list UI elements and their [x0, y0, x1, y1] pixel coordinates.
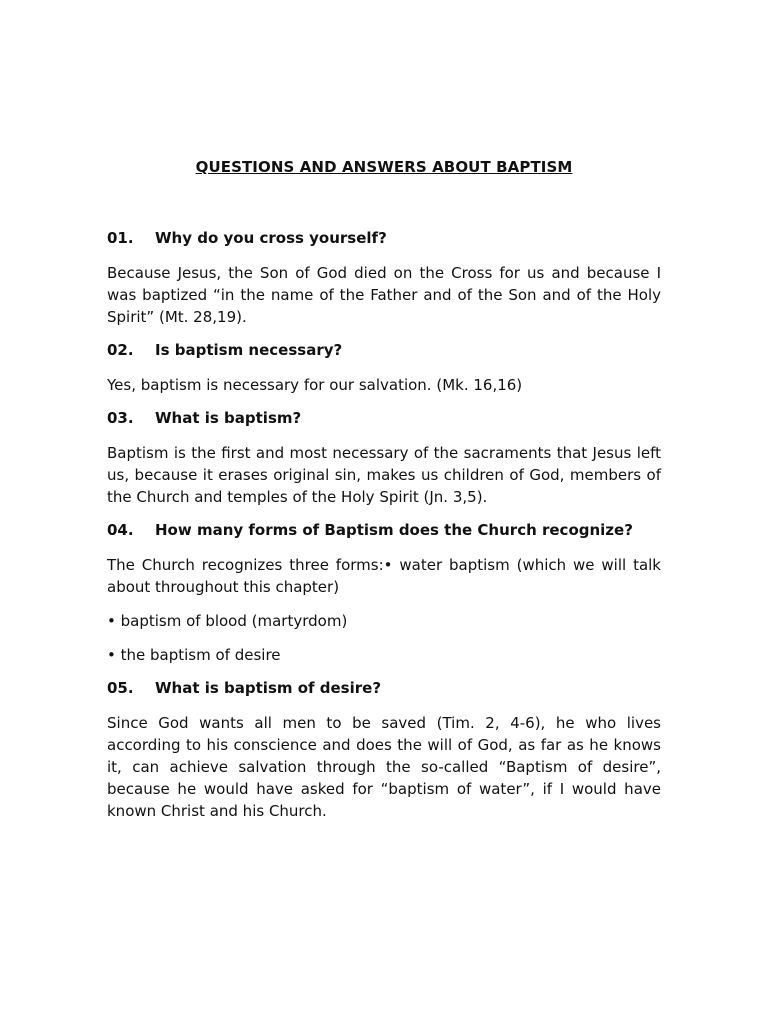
answer-bullet: • the baptism of desire	[107, 646, 281, 664]
question-number: 03.	[107, 409, 134, 427]
question-text: Is baptism necessary?	[155, 341, 343, 359]
question-heading	[107, 228, 661, 249]
qa-item-01	[107, 228, 661, 328]
question-text: Why do you cross yourself?	[155, 229, 387, 247]
question-text: What is baptism?	[155, 409, 302, 427]
answer-paragraph: Since God wants all men to be saved (Tim. 2, 4-6), he who lives according to his conscience and does the will of God, as far as he knows it, can achieve salvation through the so-called “Baptism of desire”, because he would have asked for “baptism of water”, if I would have known Christ and his Church.	[107, 714, 661, 820]
answer-paragraph: Because Jesus, the Son of God died on the Cross for us and because I was baptized “in the name of the Father and of the Son and of the Holy Spirit” (Mt. 28,19).	[107, 264, 661, 326]
qa-item-02	[107, 340, 661, 396]
question-heading	[107, 520, 661, 541]
qa-item-05	[107, 678, 661, 822]
qa-item-04	[107, 520, 661, 666]
question-heading	[107, 408, 661, 429]
document-title: QUESTIONS AND ANSWERS ABOUT BAPTISM	[195, 158, 573, 176]
answer-paragraph: The Church recognizes three forms:• water baptism (which we will talk about throughout this chapter)	[107, 556, 661, 596]
question-number: 05.	[107, 679, 134, 697]
question-heading	[107, 340, 661, 361]
question-number: 04.	[107, 521, 134, 539]
answer-paragraph: Baptism is the first and most necessary of the sacraments that Jesus left us, because it erases original sin, makes us children of God, members of the Church and temples of the Holy Spirit (Jn. 3,5).	[107, 444, 661, 506]
question-heading	[107, 678, 661, 699]
question-number: 01.	[107, 229, 134, 247]
question-number: 02.	[107, 341, 134, 359]
question-text: What is baptism of desire?	[155, 679, 382, 697]
qa-item-03	[107, 408, 661, 508]
question-text: How many forms of Baptism does the Church recognize?	[155, 521, 633, 539]
answer-paragraph: Yes, baptism is necessary for our salvation. (Mk. 16,16)	[107, 376, 523, 394]
answer-bullet: • baptism of blood (martyrdom)	[107, 612, 348, 630]
qa-list	[107, 228, 661, 834]
